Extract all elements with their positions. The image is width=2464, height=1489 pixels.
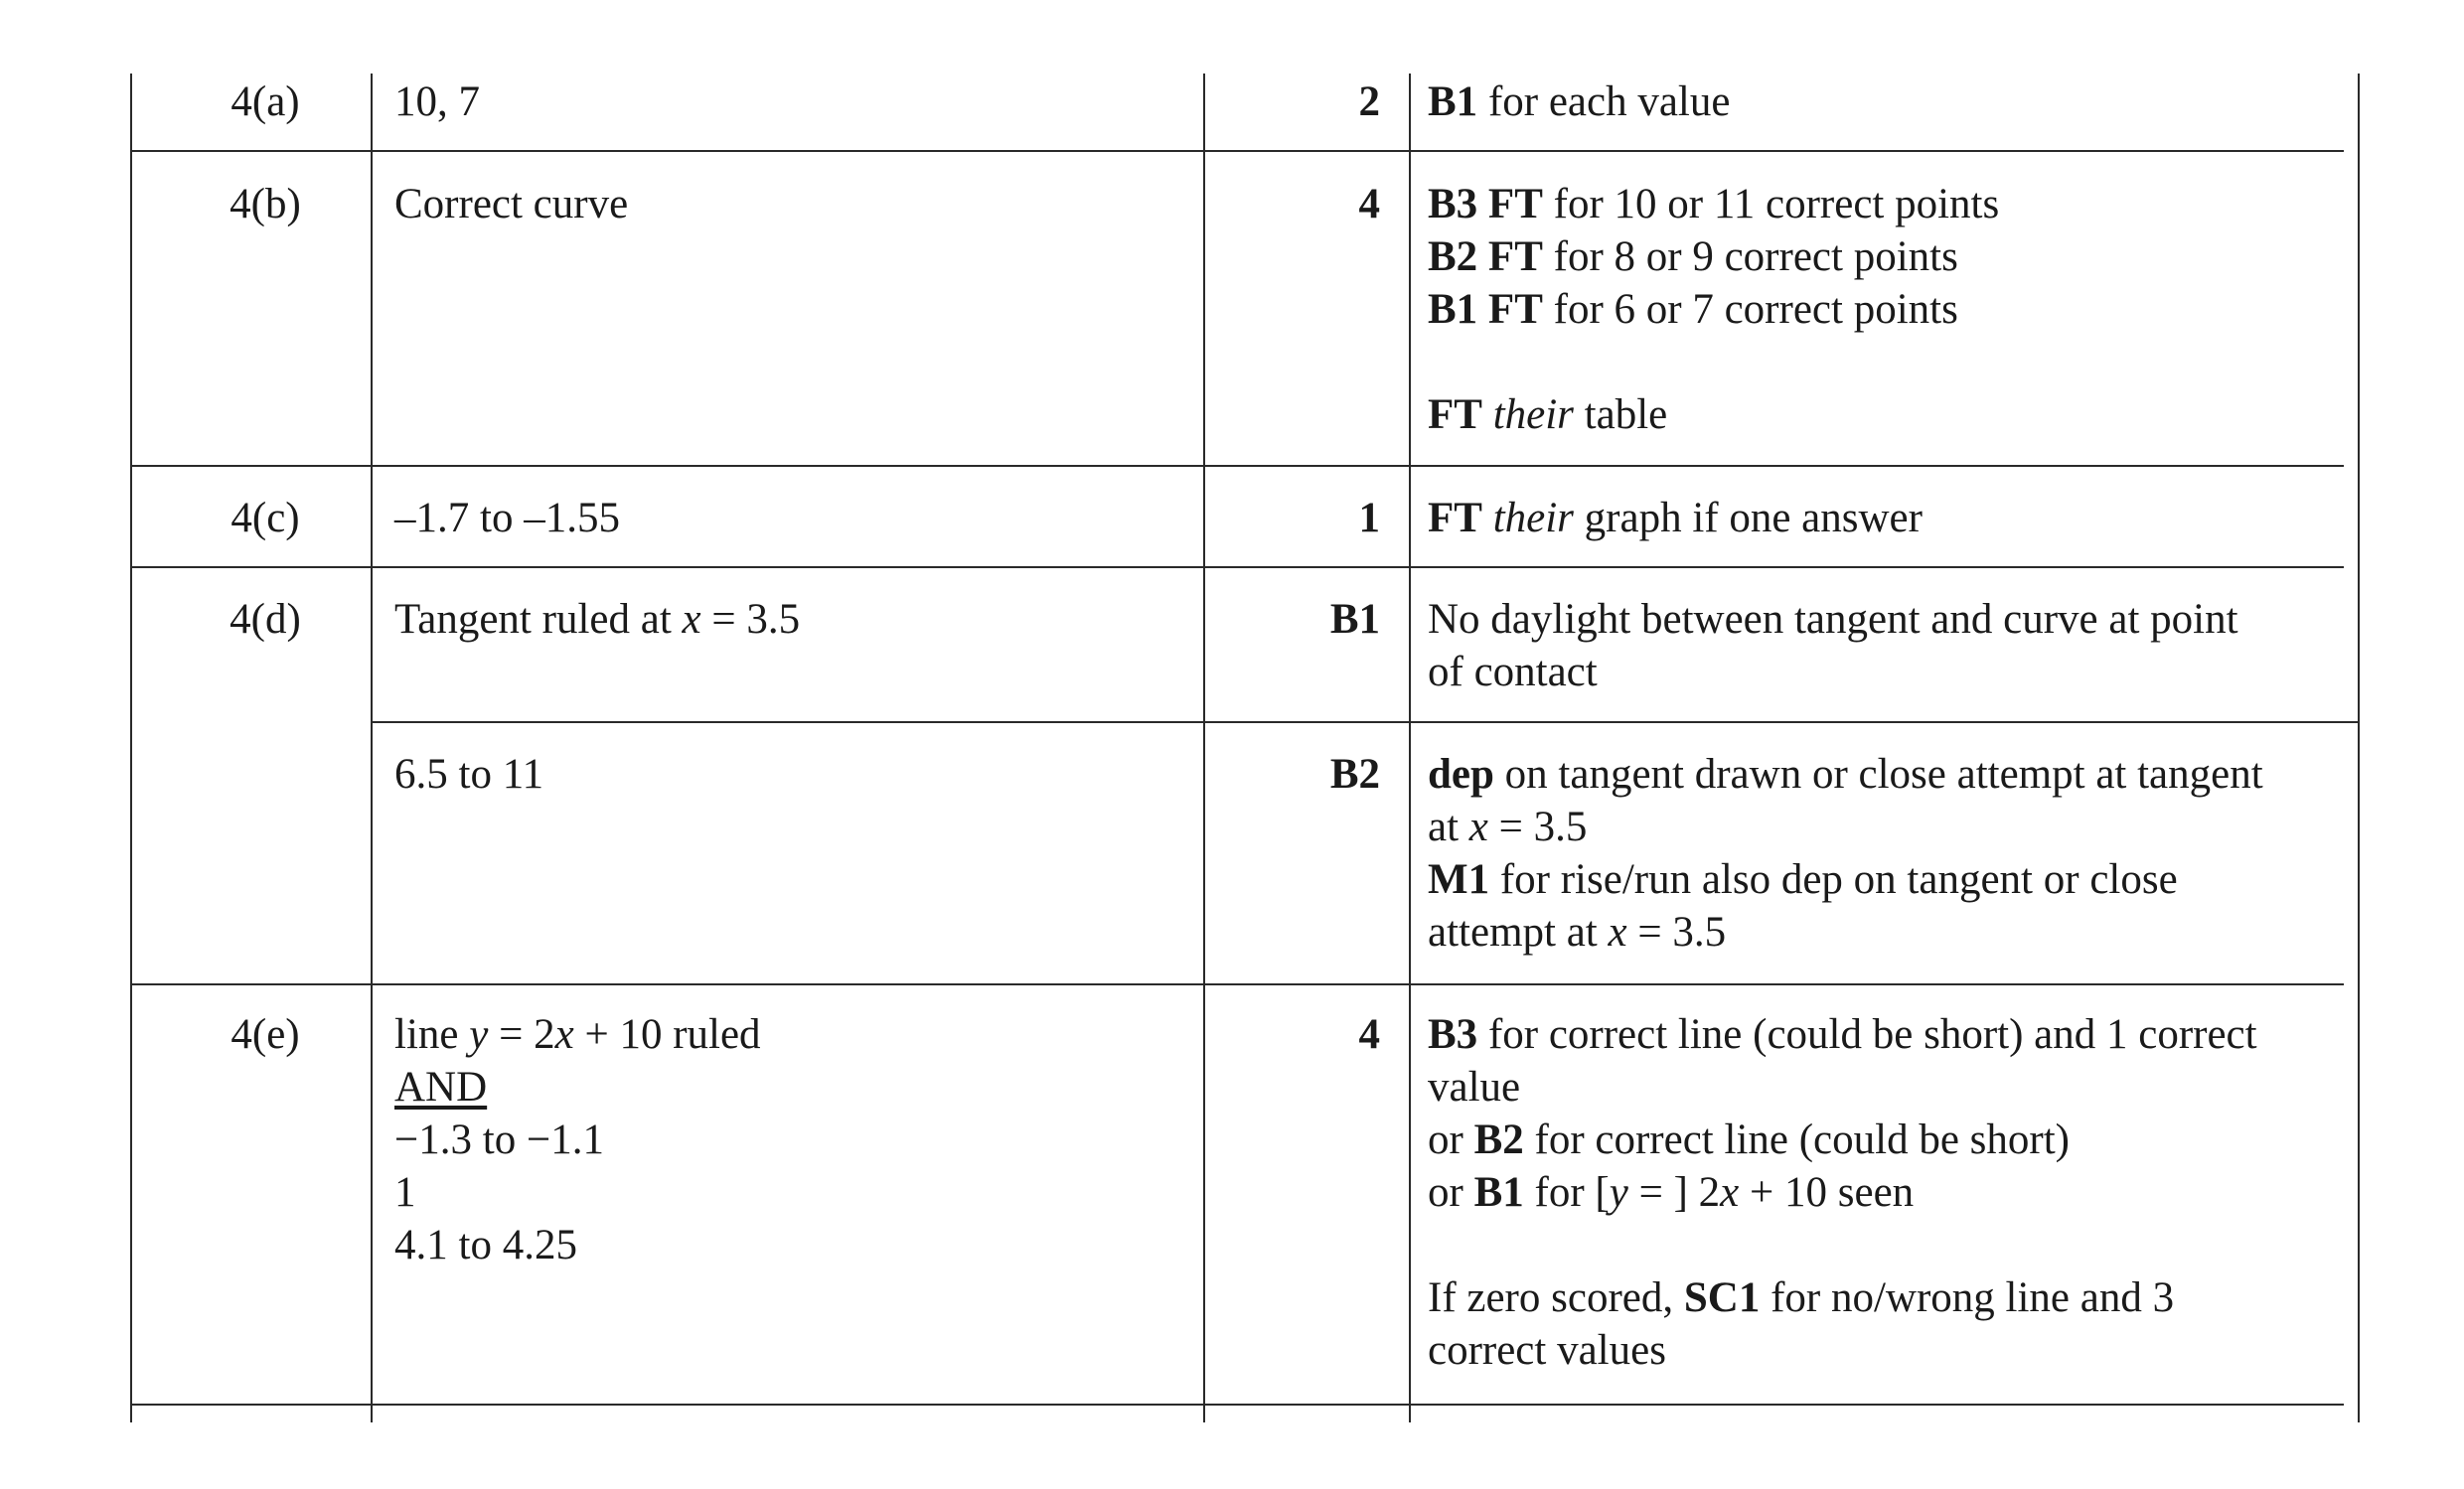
text-segment: = ] 2 — [1627, 1169, 1721, 1216]
text-line — [1428, 75, 1730, 128]
answer-cell — [394, 178, 628, 230]
text-line — [1428, 1166, 2257, 1219]
text-line — [1428, 388, 1999, 441]
text-line — [394, 1166, 761, 1219]
guidance-cell — [1428, 178, 1999, 441]
text-line: –1.7 to –1.55 — [394, 495, 620, 541]
guidance-cell — [1428, 75, 1730, 128]
row-divider — [130, 1404, 2344, 1406]
text-line — [394, 593, 800, 646]
text-segment: FT — [1428, 495, 1482, 541]
text-segment: for rise/run also dep on tangent or close — [1489, 856, 2178, 903]
text-segment: or — [1428, 1169, 1474, 1216]
text-line: Correct curve — [394, 181, 629, 227]
guidance-cell — [1428, 593, 2238, 698]
text-line — [1428, 492, 1923, 544]
marks-cell: B1 — [1329, 596, 1380, 643]
text-segment: for each value — [1477, 78, 1731, 125]
text-segment: B1 FT — [1428, 286, 1543, 333]
text-line — [394, 1114, 761, 1166]
row-divider — [130, 983, 2344, 985]
answer-cell — [394, 748, 543, 801]
question-number: 4(b) — [230, 181, 301, 227]
text-line — [394, 1061, 761, 1114]
answer-cell — [394, 593, 800, 646]
text-segment: x — [1468, 804, 1488, 850]
row-divider — [130, 566, 2344, 568]
marks-cell: 1 — [1358, 495, 1380, 541]
text-line — [1428, 801, 2263, 853]
text-segment: x — [554, 1011, 574, 1058]
text-line — [1428, 230, 1999, 283]
row-divider — [130, 465, 2344, 467]
text-segment: SC1 — [1683, 1274, 1761, 1321]
text-segment: for 6 or 7 correct points — [1542, 286, 1958, 333]
text-segment: for no/wrong line and 3 — [1760, 1274, 2175, 1321]
text-segment: = 2 — [488, 1011, 555, 1058]
text-line — [1428, 1324, 2257, 1377]
text-line — [1428, 748, 2263, 801]
text-segment: or — [1428, 1117, 1474, 1163]
text-segment: No daylight between tangent and curve at point — [1428, 596, 2238, 643]
text-segment: their — [1492, 391, 1574, 438]
text-segment: M1 — [1428, 856, 1490, 903]
text-segment: for 10 or 11 correct points — [1542, 181, 2000, 227]
text-segment: for correct line (could be short) and 1 correct — [1477, 1011, 2257, 1058]
text-segment: + 10 ruled — [573, 1011, 761, 1058]
row-divider-partial — [371, 721, 2360, 723]
text-segment: attempt at — [1428, 909, 1609, 956]
text-segment: table — [1573, 391, 1668, 438]
text-segment: B2 FT — [1428, 233, 1543, 280]
answer-cell — [394, 492, 620, 544]
text-segment: Tangent ruled at — [394, 596, 683, 643]
text-line — [1428, 593, 2238, 646]
guidance-cell — [1428, 492, 1923, 544]
text-segment: B3 — [1428, 1011, 1478, 1058]
text-segment: 4.1 to 4.25 — [394, 1222, 577, 1268]
text-segment: for correct line (could be short) — [1523, 1117, 2070, 1163]
answer-cell — [394, 1008, 761, 1271]
text-segment: of contact — [1428, 649, 1598, 695]
text-segment: graph if one answer — [1573, 495, 1923, 541]
text-segment: at — [1428, 804, 1469, 850]
text-segment — [1482, 495, 1493, 541]
answer-cell — [394, 75, 480, 128]
text-segment: x — [1720, 1169, 1740, 1216]
text-segment: = 3.5 — [1626, 909, 1727, 956]
text-line — [1428, 1008, 2257, 1061]
text-segment: FT — [1428, 391, 1482, 438]
column-divider-question — [371, 74, 373, 1422]
text-segment: line — [394, 1011, 470, 1058]
text-segment: If zero scored, — [1428, 1274, 1684, 1321]
text-line: 10, 7 — [394, 78, 480, 125]
text-segment: their — [1492, 495, 1574, 541]
text-segment: B3 FT — [1428, 181, 1543, 227]
text-line — [394, 1008, 761, 1061]
text-line — [1428, 1114, 2257, 1166]
question-number: 4(a) — [231, 78, 300, 125]
text-segment: B1 — [1428, 78, 1478, 125]
row-divider — [130, 150, 2344, 152]
question-number: 4(d) — [230, 596, 301, 643]
marks-cell: 4 — [1358, 181, 1380, 227]
text-segment: x — [1608, 909, 1627, 956]
column-divider-marks — [1409, 74, 1411, 1422]
text-segment: dep — [1428, 751, 1494, 798]
table-border-right — [2358, 74, 2360, 1422]
marks-cell: 2 — [1358, 78, 1380, 125]
text-segment: y — [1609, 1169, 1628, 1216]
text-segment: = 3.5 — [1487, 804, 1588, 850]
blank-line — [1428, 1219, 2257, 1271]
text-segment: B1 — [1473, 1169, 1524, 1216]
text-segment: = 3.5 — [700, 596, 801, 643]
text-line — [394, 1219, 761, 1271]
text-segment: 1 — [394, 1169, 416, 1216]
question-number: 4(c) — [231, 495, 300, 541]
text-line — [1428, 646, 2238, 698]
text-line: 6.5 to 11 — [394, 751, 544, 798]
marks-cell: 4 — [1358, 1011, 1380, 1058]
text-line — [1428, 283, 1999, 336]
text-line — [1428, 1061, 2257, 1114]
question-number: 4(e) — [231, 1011, 300, 1058]
text-segment: B2 — [1473, 1117, 1524, 1163]
text-segment: value — [1428, 1064, 1521, 1111]
text-segment: on tangent drawn or close attempt at tangent — [1493, 751, 2263, 798]
table-border-left — [130, 74, 132, 1422]
text-segment — [1482, 391, 1493, 438]
text-segment: x — [682, 596, 701, 643]
blank-line — [1428, 336, 1999, 388]
text-segment: for [ — [1523, 1169, 1610, 1216]
text-line — [1428, 178, 1999, 230]
text-segment: AND — [394, 1064, 488, 1111]
text-line — [1428, 1271, 2257, 1324]
guidance-cell — [1428, 1008, 2257, 1377]
text-segment: for 8 or 9 correct points — [1542, 233, 1958, 280]
text-segment: + 10 seen — [1739, 1169, 1915, 1216]
text-segment: −1.3 to −1.1 — [394, 1117, 604, 1163]
text-line — [1428, 906, 2263, 959]
guidance-cell — [1428, 748, 2263, 959]
text-line — [1428, 853, 2263, 906]
text-segment: correct values — [1428, 1327, 1666, 1374]
text-segment: y — [469, 1011, 489, 1058]
marks-cell: B2 — [1329, 751, 1380, 798]
